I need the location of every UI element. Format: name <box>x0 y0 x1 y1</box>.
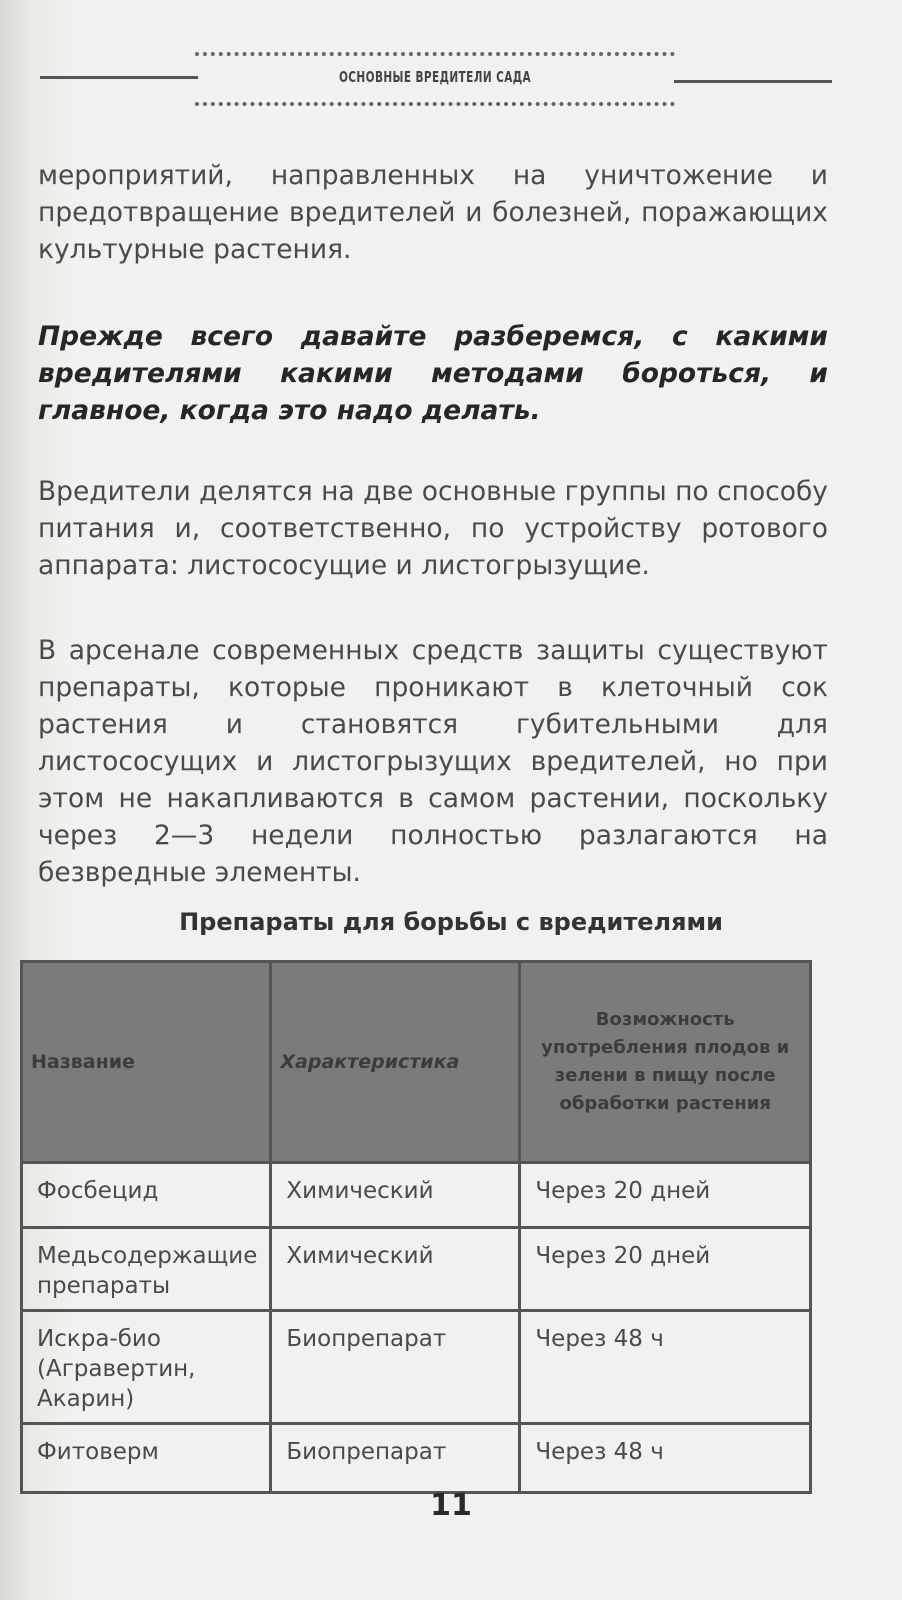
header-consumption: Возможность употребления плодов и зелени в пищу после обработки растения <box>520 962 811 1163</box>
cell-characteristic: Биопрепарат <box>271 1311 520 1424</box>
paragraph-pest-groups: Вредители делятся на две основные группы по способу питания и, соответственно, по устройству ротового аппарата: листососущие и листогрызущие. <box>38 476 828 581</box>
cell-characteristic: Химический <box>271 1228 520 1311</box>
cell-consumption: Через 20 дней <box>520 1228 811 1311</box>
table-row <box>22 1228 811 1311</box>
table-row <box>22 1424 811 1493</box>
cell-consumption: Через 20 дней <box>520 1163 811 1228</box>
page-number: 11 <box>430 1488 472 1523</box>
cell-name: Фитоверм <box>22 1424 271 1493</box>
cell-name: Фосбецид <box>22 1163 271 1228</box>
paragraph-protection-means: В арсенале современных средств защиты существуют препараты, которые проникают в клеточный сок растения и становятся губительными для листососущих и листогрызущих вредителей, но при этом не накапливаются в самом растении, поскольку через 2—3 недели полностью разлагаются на безвредные элементы. <box>38 635 828 888</box>
cell-consumption: Через 48 ч <box>520 1424 811 1493</box>
running-header <box>40 48 832 110</box>
header-rule-right <box>674 80 832 83</box>
header-name: Название <box>22 962 271 1163</box>
running-title: ОСНОВНЫЕ ВРЕДИТЕЛИ САДА <box>338 68 532 86</box>
paragraph-emphasis: Прежде всего давайте разберемся, с какими вредителями какими методами бороться, и главное, когда это надо делать. <box>38 321 828 426</box>
pest-preparations-table <box>20 960 812 1494</box>
header-dotted-line-top <box>195 52 675 56</box>
table-header-row <box>22 962 811 1163</box>
cell-characteristic: Химический <box>271 1163 520 1228</box>
header-dotted-line-bottom <box>195 102 675 106</box>
cell-name: Искра-био (Агравертин, Акарин) <box>22 1311 271 1424</box>
cell-consumption: Через 48 ч <box>520 1311 811 1424</box>
header-characteristic: Характеристика <box>271 962 520 1163</box>
table-row <box>22 1163 811 1228</box>
table-title: Препараты для борьбы с вредителями <box>179 908 723 936</box>
paragraph-continuation: мероприятий, направленных на уничтожение и предотвращение вредителей и болезней, поражающих культурные растения. <box>38 160 828 265</box>
table-row <box>22 1311 811 1424</box>
cell-name: Медьсодержащие препараты <box>22 1228 271 1311</box>
header-rule-left <box>40 76 198 79</box>
cell-characteristic: Биопрепарат <box>271 1424 520 1493</box>
